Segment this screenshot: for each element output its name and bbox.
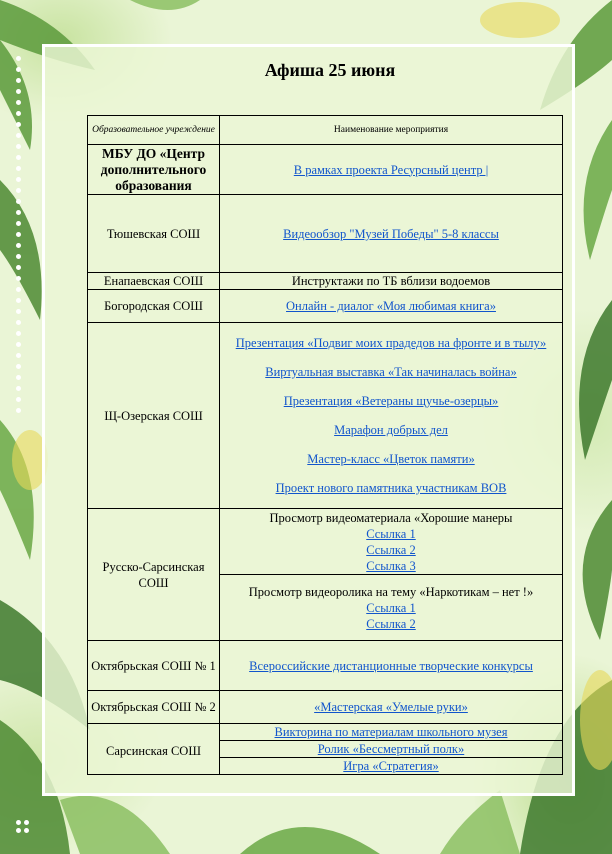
link-2[interactable]: Ссылка 2	[366, 616, 416, 631]
org-name: Октябрьская СОШ № 1	[88, 641, 220, 691]
link-1[interactable]: Ссылка 1	[366, 526, 416, 541]
activity-link[interactable]: Проект нового памятника участникам ВОВ	[275, 481, 507, 495]
org-name: Енапаевская СОШ	[88, 273, 220, 290]
org-name: Русско-Сарсинская СОШ	[88, 509, 220, 641]
link-2[interactable]: Ссылка 2	[366, 542, 416, 557]
org-name: Тюшевская СОШ	[88, 195, 220, 273]
activity-cell	[220, 641, 563, 691]
activity-cell	[220, 290, 563, 323]
org-name: Богородская СОШ	[88, 290, 220, 323]
group-title: Просмотр видеоматериала «Хорошие манеры	[269, 510, 513, 525]
table-header-row	[88, 116, 563, 145]
activity-group	[220, 575, 563, 641]
activity-link[interactable]: Всероссийские дистанционные творческие конкурсы	[249, 658, 533, 673]
activity-link[interactable]: В рамках проекта Ресурсный центр |	[293, 162, 489, 177]
activity-link[interactable]: Презентация «Подвиг моих прадедов на фронте и в тылу»	[235, 336, 547, 350]
table-row	[88, 641, 563, 691]
header-event-name: Наименование мероприятия	[220, 116, 563, 145]
events-table	[87, 115, 563, 775]
link-1[interactable]: Ссылка 1	[366, 600, 416, 615]
header-institution: Образовательное учреждение	[88, 116, 220, 145]
table-row	[88, 273, 563, 290]
activity-cell	[220, 724, 563, 741]
activity-cell	[220, 195, 563, 273]
org-name: Октябрьская СОШ № 2	[88, 691, 220, 724]
group-title: Просмотр видеоролика на тему «Наркотикам – нет !»	[248, 584, 534, 599]
activity-cell	[220, 323, 563, 509]
table-row	[88, 691, 563, 724]
activity-cell	[220, 145, 563, 195]
org-name: МБУ ДО «Центр дополнительного образования	[88, 145, 220, 195]
activity-cell	[220, 741, 563, 758]
table-row	[88, 145, 563, 195]
activity-link[interactable]: Мастер-класс «Цветок памяти»	[307, 452, 475, 466]
activity-link[interactable]: Марафон добрых дел	[334, 423, 448, 437]
org-name: Сарсинская СОШ	[88, 724, 220, 775]
activity-text: Инструктажи по ТБ вблизи водоемов	[220, 273, 563, 290]
activity-link[interactable]: Онлайн - диалог «Моя любимая книга»	[286, 299, 496, 313]
table-row	[88, 323, 563, 509]
activity-link[interactable]: Ролик «Бессмертный полк»	[317, 742, 465, 756]
activity-link[interactable]: Игра «Стратегия»	[343, 759, 439, 773]
activity-link[interactable]: Викторина по материалам школьного музея	[274, 725, 508, 739]
activity-link[interactable]: «Мастерская «Умелые руки»	[314, 700, 468, 714]
corner-dots-decoration	[16, 820, 36, 840]
activity-link[interactable]: Виртуальная выставка «Так начиналась война»	[265, 365, 517, 379]
activity-link[interactable]: Презентация «Ветераны щучье-озерцы»	[283, 394, 499, 408]
org-name: Щ-Озерская СОШ	[88, 323, 220, 509]
link-3[interactable]: Ссылка 3	[366, 558, 416, 573]
dotted-line-decoration	[14, 56, 22, 416]
activity-cell	[220, 758, 563, 775]
table-row	[88, 724, 563, 741]
activity-cell	[220, 691, 563, 724]
activity-link[interactable]: Видеообзор "Музей Победы" 5-8 классы	[283, 227, 499, 241]
table-row	[88, 509, 563, 575]
table-row	[88, 195, 563, 273]
page-title: Афиша 25 июня	[264, 60, 396, 80]
table-row	[88, 290, 563, 323]
activity-group	[220, 509, 563, 575]
